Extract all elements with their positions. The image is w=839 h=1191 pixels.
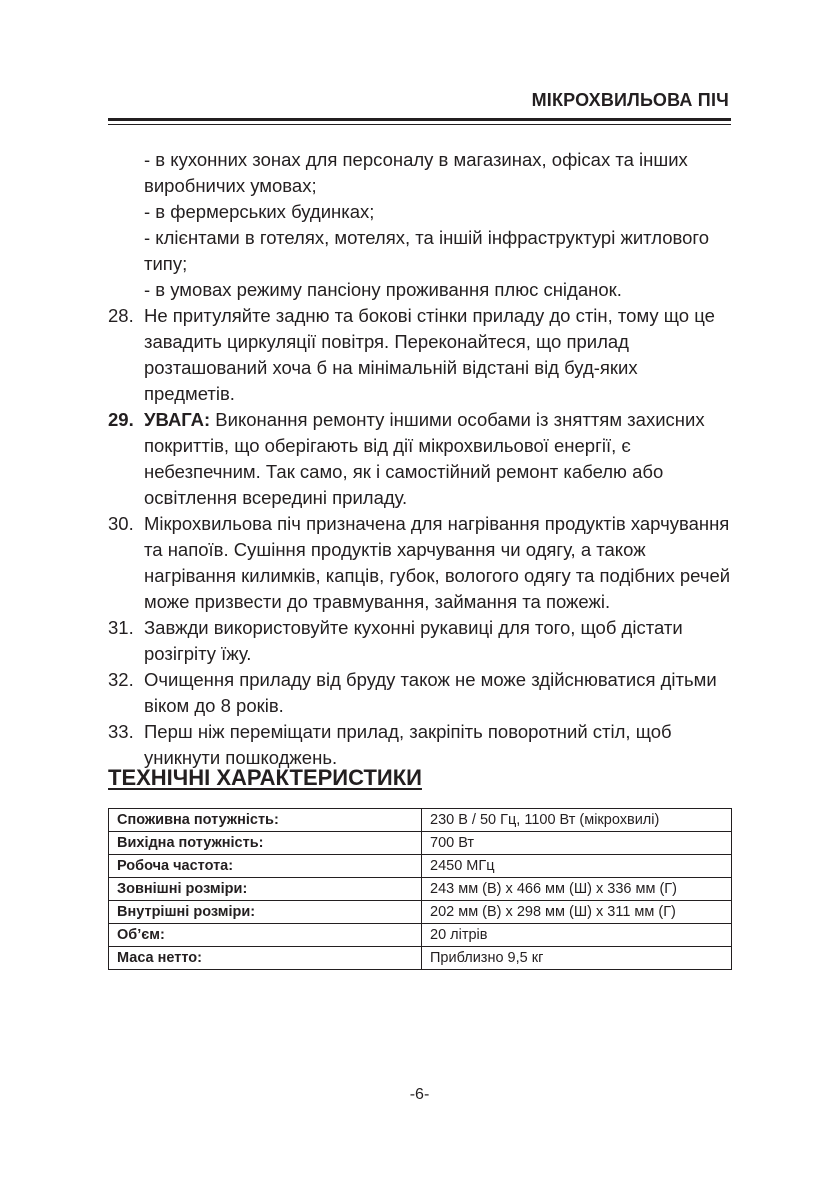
item-number: 28. (108, 305, 134, 326)
spec-value: 243 мм (В) x 466 мм (Ш) x 336 мм (Г) (422, 878, 732, 901)
spec-label: Робоча частота: (109, 855, 422, 878)
item-text: Перш ніж переміщати прилад, закріпіть поворотний стіл, щоб уникнути пошкоджень. (144, 721, 672, 768)
list-item (108, 719, 732, 771)
item-number: 33. (108, 721, 134, 742)
sub-item: - клієнтами в готелях, мотелях, та іншій інфраструктурі житлового типу; (144, 227, 710, 274)
spec-value: 230 В / 50 Гц, 1100 Вт (мікрохвилі) (422, 809, 732, 832)
spec-value: Приблизно 9,5 кг (422, 947, 732, 970)
specs-table (108, 808, 732, 970)
item-number: 32. (108, 669, 134, 690)
spec-value: 20 літрів (422, 924, 732, 947)
list-item (108, 511, 732, 615)
table-row (109, 947, 732, 970)
item-text: Завжди використовуйте кухонні рукавиці для того, щоб дістати розігріту їжу. (144, 617, 683, 664)
table-row (109, 855, 732, 878)
specs-title: ТЕХНІЧНІ ХАРАКТЕРИСТИКИ (108, 765, 422, 790)
table-row (109, 832, 732, 855)
item-number: 30. (108, 513, 134, 534)
table-row (109, 809, 732, 832)
list-item (108, 303, 732, 407)
item-number: 31. (108, 617, 134, 638)
spec-value: 202 мм (В) x 298 мм (Ш) x 311 мм (Г) (422, 901, 732, 924)
spec-label: Об’єм: (109, 924, 422, 947)
header-title: МІКРОХВИЛЬОВА ПІЧ (531, 90, 729, 110)
header-rule-thick (108, 118, 731, 121)
item-text-wrapper (144, 407, 732, 511)
table-row (109, 924, 732, 947)
spec-label: Внутрішні розміри: (109, 901, 422, 924)
spec-label: Зовнішні розміри: (109, 878, 422, 901)
item-text: Очищення приладу від бруду також не може здійснюватися дітьми віком до 8 років. (144, 669, 717, 716)
warning-label: УВАГА: (144, 409, 211, 430)
header-rule-thin (108, 124, 731, 125)
sub-item: - в умовах режиму пансіону проживання плюс сніданок. (144, 279, 622, 300)
list-item-warning (108, 407, 732, 511)
item-text: Не притуляйте задню та бокові стінки приладу до стін, тому що це завадить циркуляції повітря. Переконайтеся, що прилад розташований хоча б на мінімальній відстані від буд-яких предметів. (144, 305, 715, 404)
table-row (109, 901, 732, 924)
spec-label: Маса нетто: (109, 947, 422, 970)
list-item (108, 615, 732, 667)
spec-value: 2450 МГц (422, 855, 732, 878)
instructions-content (108, 147, 732, 771)
table-row (109, 878, 732, 901)
page-number: -6- (409, 1086, 430, 1103)
item-text: Виконання ремонту іншими особами із зняттям захисних покриттів, що оберігають від дії мікрохвильової енергії, є небезпечним. Так само, як і самостійний ремонт кабелю або освітлення всередині приладу. (144, 409, 705, 508)
spec-value: 700 Вт (422, 832, 732, 855)
spec-label: Вихідна потужність: (109, 832, 422, 855)
spec-label: Споживна потужність: (109, 809, 422, 832)
item-text: Мікрохвильова піч призначена для нагрівання продуктів харчування та напоїв. Сушіння продуктів харчування чи одягу, а також нагрівання килимків, капців, губок, вологого одягу та подібних речей може призвести до травмування, займання та пожежі. (144, 513, 731, 612)
item-number: 29. (108, 409, 134, 430)
list-item (108, 667, 732, 719)
sub-item: - в фермерських будинках; (144, 201, 375, 222)
sub-item: - в кухонних зонах для персоналу в магазинах, офісах та інших виробничих умовах; (144, 149, 688, 196)
